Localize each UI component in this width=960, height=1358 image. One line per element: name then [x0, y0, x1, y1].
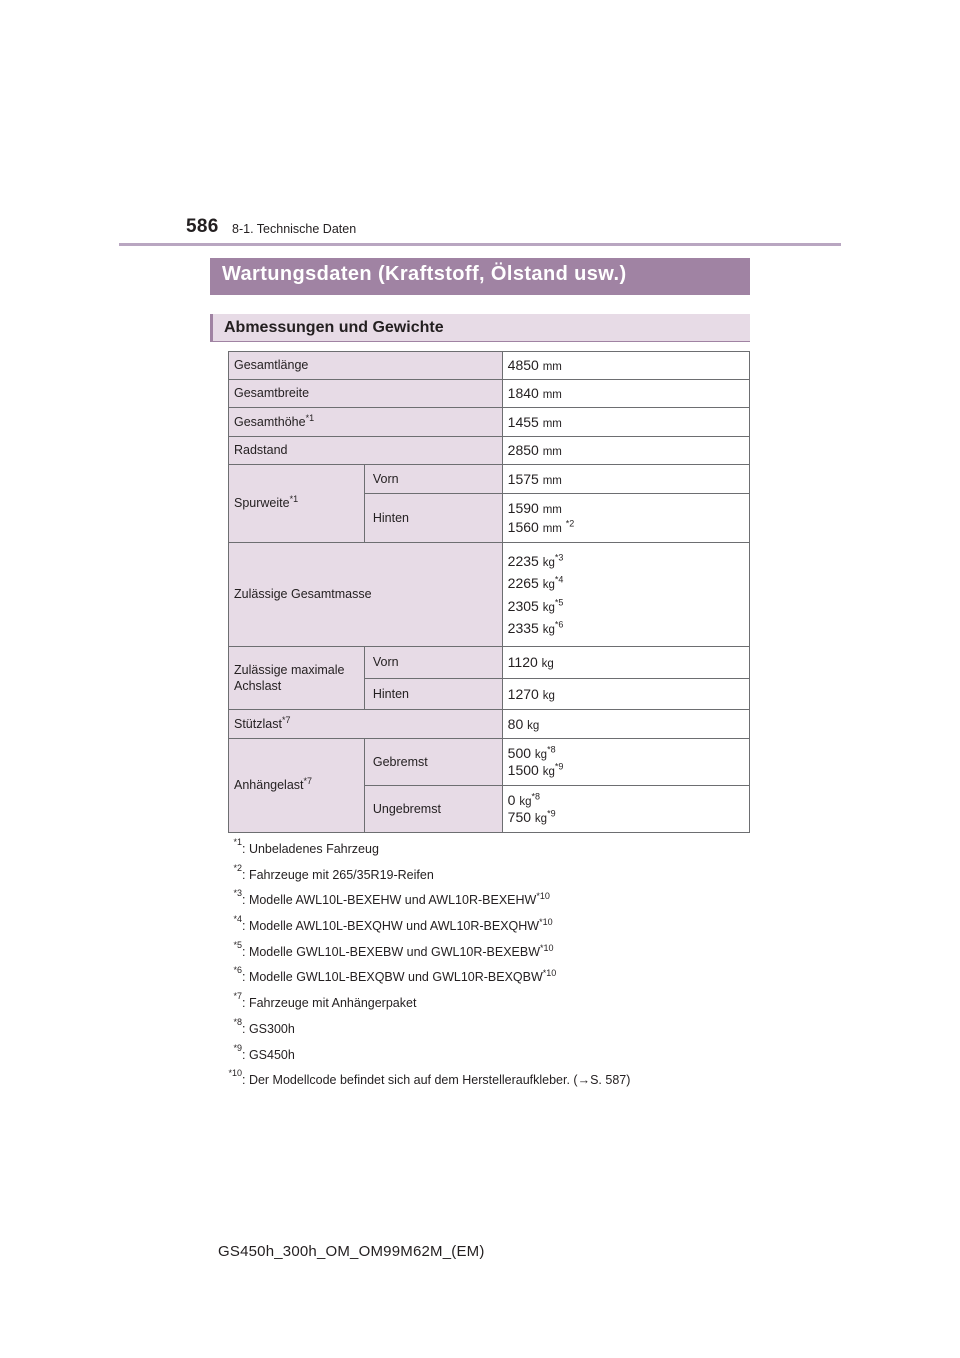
footnote-item: *1 : Unbeladenes Fahrzeug: [233, 837, 379, 856]
footnote-item: *6 : Modelle GWL10L-BEXQBW und GWL10R-BEXQBW$^{*10}$: [233, 965, 557, 985]
track-front-value: 1575 mm: [502, 465, 749, 494]
trailer-unbraked-value: 0 $kg^{*8}$ 750 $kg^{*9}$: [502, 786, 749, 833]
table-row: [229, 380, 750, 408]
height-value: 1455 mm: [502, 408, 749, 437]
track-rear-label: Hinten: [364, 494, 502, 543]
footnote-item: *4 : Modelle AWL10L-BEXQHW und AWL10R-BEXQHW$^{*10}$: [233, 914, 553, 934]
footnote-item: *2 : Fahrzeuge mit 265/35R19-Reifen: [233, 862, 434, 882]
trailer-load-label: Anhängelast$^{*7}$: [229, 739, 365, 833]
table-row: [229, 710, 750, 739]
main-heading: Wartungsdaten (Kraftstoff, Ölstand usw.): [210, 258, 750, 295]
header-rule: [119, 243, 841, 246]
nose-weight-value: 80 kg: [502, 710, 749, 739]
footnote-item: *7 : Fahrzeuge mit Anhängerpaket: [233, 991, 417, 1011]
trailer-braked-value: 500 $kg^{*8}$ 1500 $kg^{*9}$: [502, 739, 749, 786]
table-row: [229, 543, 750, 647]
sub-heading: Abmessungen und Gewichte: [210, 314, 750, 342]
trailer-braked-label: Gebremst: [364, 739, 502, 786]
axle-front-value: 1120 kg: [502, 647, 749, 679]
table-row: [229, 437, 750, 465]
table-row: [229, 408, 750, 437]
gross-mass-label: Zulässige Gesamtmasse: [229, 543, 503, 647]
page-number: 586: [186, 216, 219, 237]
gross-mass-value: 2235 $kg^{*3}$ 2265 $kg^{*4}$ 2305 $kg^{*5}$ 2335 $kg^{*6}$: [502, 543, 749, 647]
length-label: Gesamtlänge: [229, 352, 503, 380]
axle-load-label: Zulässige maximale Achslast: [229, 647, 365, 710]
track-label: Spurweite$^{*1}$: [229, 465, 365, 543]
dimensions-table: [228, 351, 750, 833]
table-row: [229, 647, 750, 679]
axle-front-label: Vorn: [364, 647, 502, 679]
section-label: 8-1. Technische Daten: [232, 222, 357, 236]
footnote-item: *10 : Der Modellcode befindet sich auf dem Herstelleraufkleber. (→S. 587): [228, 1068, 631, 1088]
footnote-item: *9 : GS450h: [233, 1042, 295, 1062]
track-rear-value: 1590 mm 1560 mm $^{*2}$: [502, 494, 749, 543]
wheelbase-label: Radstand: [229, 437, 503, 465]
wheelbase-value: 2850 mm: [502, 437, 749, 465]
table-row: [229, 465, 750, 494]
length-value: 4850 mm: [502, 352, 749, 380]
footnote-item: *3 : Modelle AWL10L-BEXEHW und AWL10R-BEXEHW$^{*10}$: [233, 888, 550, 908]
nose-weight-label: Stützlast$^{*7}$: [229, 710, 503, 739]
footnote-item: *5 : Modelle GWL10L-BEXEBW und GWL10R-BEXEBW$^{*10}$: [233, 939, 554, 959]
table-row: [229, 739, 750, 786]
axle-rear-label: Hinten: [364, 679, 502, 710]
height-label: Gesamthöhe$^{*1}$: [229, 408, 503, 437]
document-code: GS450h_300h_OM_OM99M62M_(EM): [218, 1243, 485, 1260]
table-row: [229, 352, 750, 380]
width-label: Gesamtbreite: [229, 380, 503, 408]
trailer-unbraked-label: Ungebremst: [364, 786, 502, 833]
footnote-item: *8 : GS300h: [233, 1016, 295, 1036]
track-front-label: Vorn: [364, 465, 502, 494]
axle-rear-value: 1270 kg: [502, 679, 749, 710]
footnotes: [212, 837, 772, 1099]
width-value: 1840 mm: [502, 380, 749, 408]
